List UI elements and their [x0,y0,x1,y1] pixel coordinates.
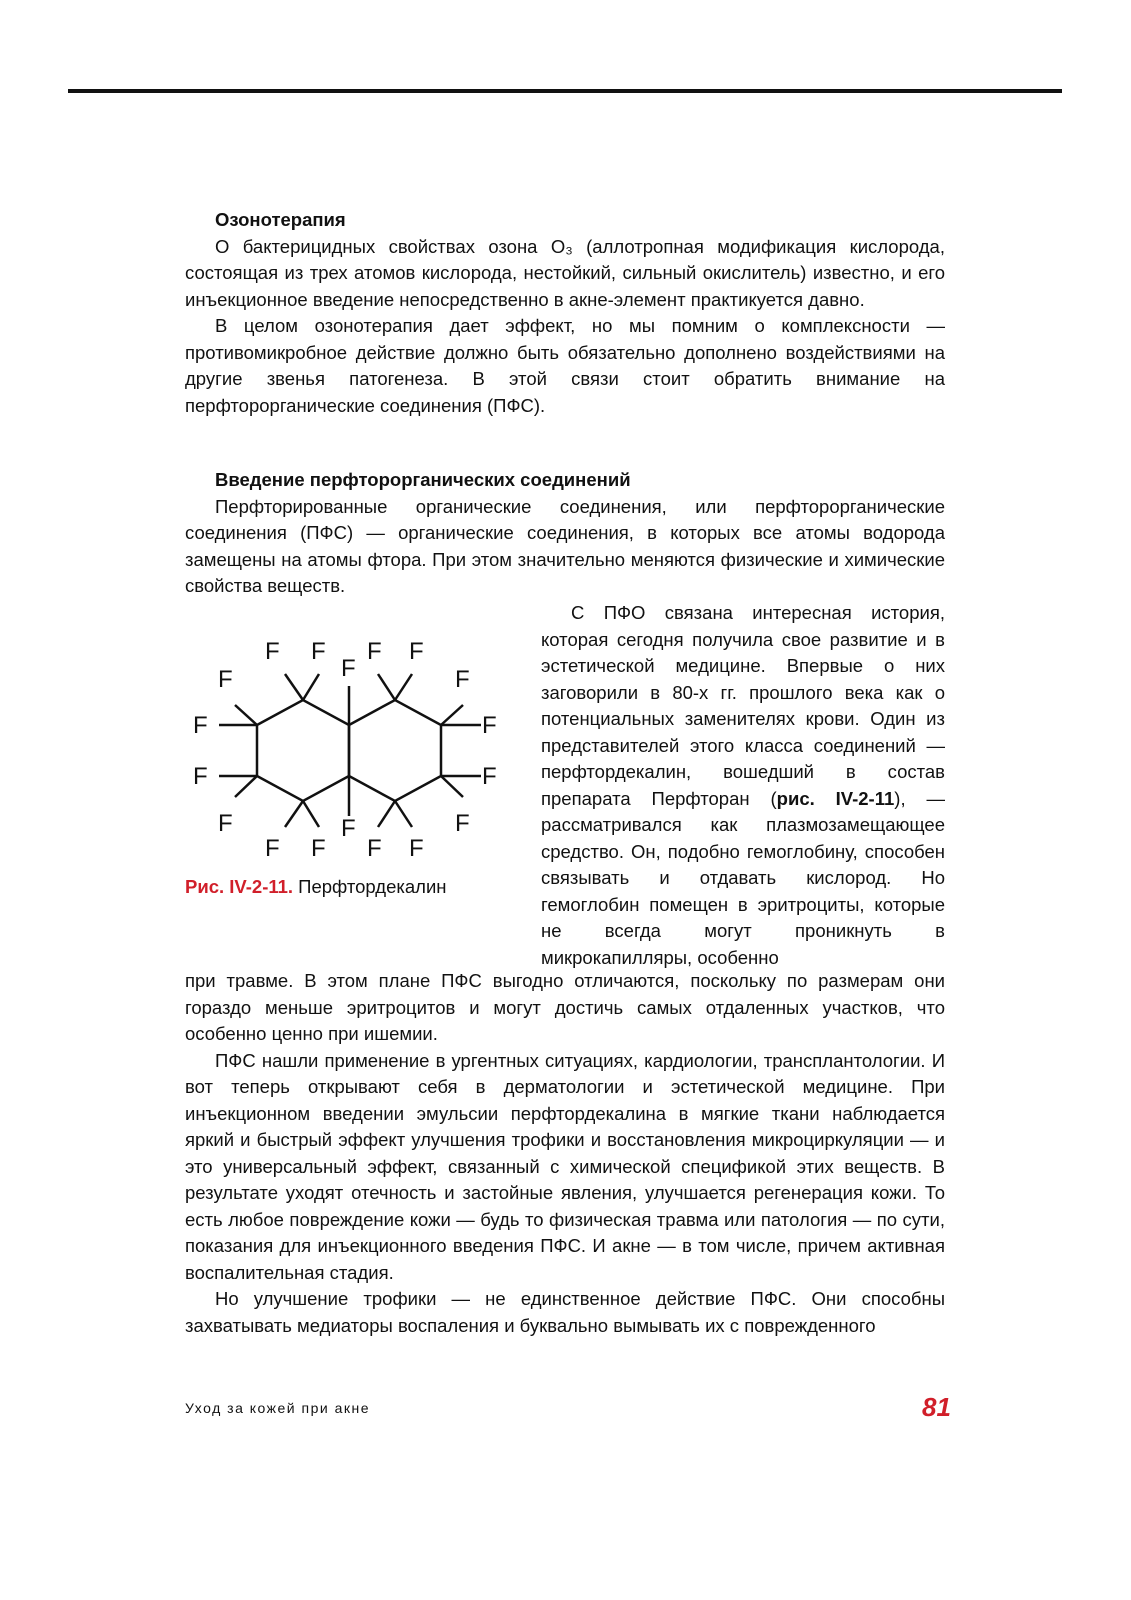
paragraph: при травме. В этом плане ПФС выгодно отличаются, поскольку по размерам они гораздо меньше эритроцитов и могут достичь самых отдаленных участков, что особенно ценно при ишемии. [185,970,945,1044]
atom-label: F [482,712,497,739]
atom-label: F [193,712,208,739]
atom-label: F [455,810,470,837]
page-number: 81 [922,1392,951,1422]
bond-lines [219,674,481,827]
section-pfc [185,467,945,600]
paragraph: Но улучшение трофики — не единственное действие ПФС. Они способны захватывать медиаторы воспаления и буквально вымывать их с поврежденного [185,1288,945,1336]
atom-label: F [482,763,497,790]
fluorine-labels [193,638,497,862]
figure-caption [185,876,447,898]
atom-label: F [218,810,233,837]
paragraph: В целом озонотерапия дает эффект, но мы помним о комплексности — противомикробное действие должно быть обязательно дополнено воздействиями на другие звенья патогенеза. В этой связи стоит обратить внимание на перфторорганические соединения (ПФС). [185,315,945,416]
paragraph-text: ), — рассматривался как плазмозамещающее средство. Он, подобно гемоглобину, способен связывать и отдавать кислород. Но гемоглобин помещен в эритроциты, которые не всегда могут проникнуть в микрокапилляры, особенно [541,787,945,968]
atom-label: F [311,835,326,862]
running-footer-title: Уход за кожей при акне [185,1400,371,1416]
paragraph-text: С ПФО связана интересная история, которая сегодня получила свое развитие и в эстетической медицине. Впервые о них заговорили в 80-х гг. прошлого века как о потенциальных заменителях крови. Один из представителей этого класса соединений — перфтордекалин, вошедший в состав препарата Перфторан ( [541,602,945,809]
side-text-column [541,600,945,971]
atom-label: F [311,638,326,665]
figure-reference: рис. IV-2-11 [776,787,895,809]
atom-label: F [341,655,356,682]
atom-label: F [265,835,280,862]
atom-label: F [455,666,470,693]
paragraph [541,600,945,971]
figure-perfluorodecalin [185,596,530,916]
atom-label: F [409,638,424,665]
paragraph: О бактерицидных свойствах озона O₃ (аллотропная модификация кислорода, состоящая из трех атомов кислорода, нестойкий, сильный окислитель) известно, и его инъекционное введение непосредственно в акне-элемент практикуется давно. [185,235,945,310]
figure-caption-text: Перфтордекалин [293,876,447,897]
atom-label: F [409,835,424,862]
paragraph: ПФС нашли применение в ургентных ситуациях, кардиологии, трансплантологии. И вот теперь открывают себя в дерматологии и эстетической медицине. При инъекционном введении эмульсии перфтордекалина в мягкие ткани наблюдается яркий и быстрый эффект улучшения трофики и восстановления микроциркуляции — и это универсальный эффект, связанный с химической спецификой этих веществ. В результате уходят отечность и застойные явления, улучшается регенерация кожи. То есть любое повреждение кожи — будь то физическая травма или патология — по сути, показания для инъекционного введения ПФС. И акне — в том числе, причем активная воспалительная стадия. [185,1049,945,1283]
section-heading: Введение перфторорганических соединений [215,469,631,490]
header-rule [68,89,1062,93]
section-heading: Озонотерапия [215,209,346,230]
figure-caption-label: Рис. IV-2-11. [185,876,294,897]
section-pfc-continued [185,968,945,1339]
atom-label: F [193,763,208,790]
atom-label: F [265,638,280,665]
section-ozone [185,207,945,419]
atom-label: F [367,638,382,665]
atom-label: F [367,835,382,862]
perfluorodecalin-structure [185,626,530,866]
atom-label: F [218,666,233,693]
atom-label: F [341,815,356,842]
paragraph: Перфторированные органические соединения, или перфторорганические соединения (ПФС) — органические соединения, в которых все атомы водорода замещены на атомы фтора. При этом значительно меняются физические и химические свойства веществ. [185,495,945,596]
